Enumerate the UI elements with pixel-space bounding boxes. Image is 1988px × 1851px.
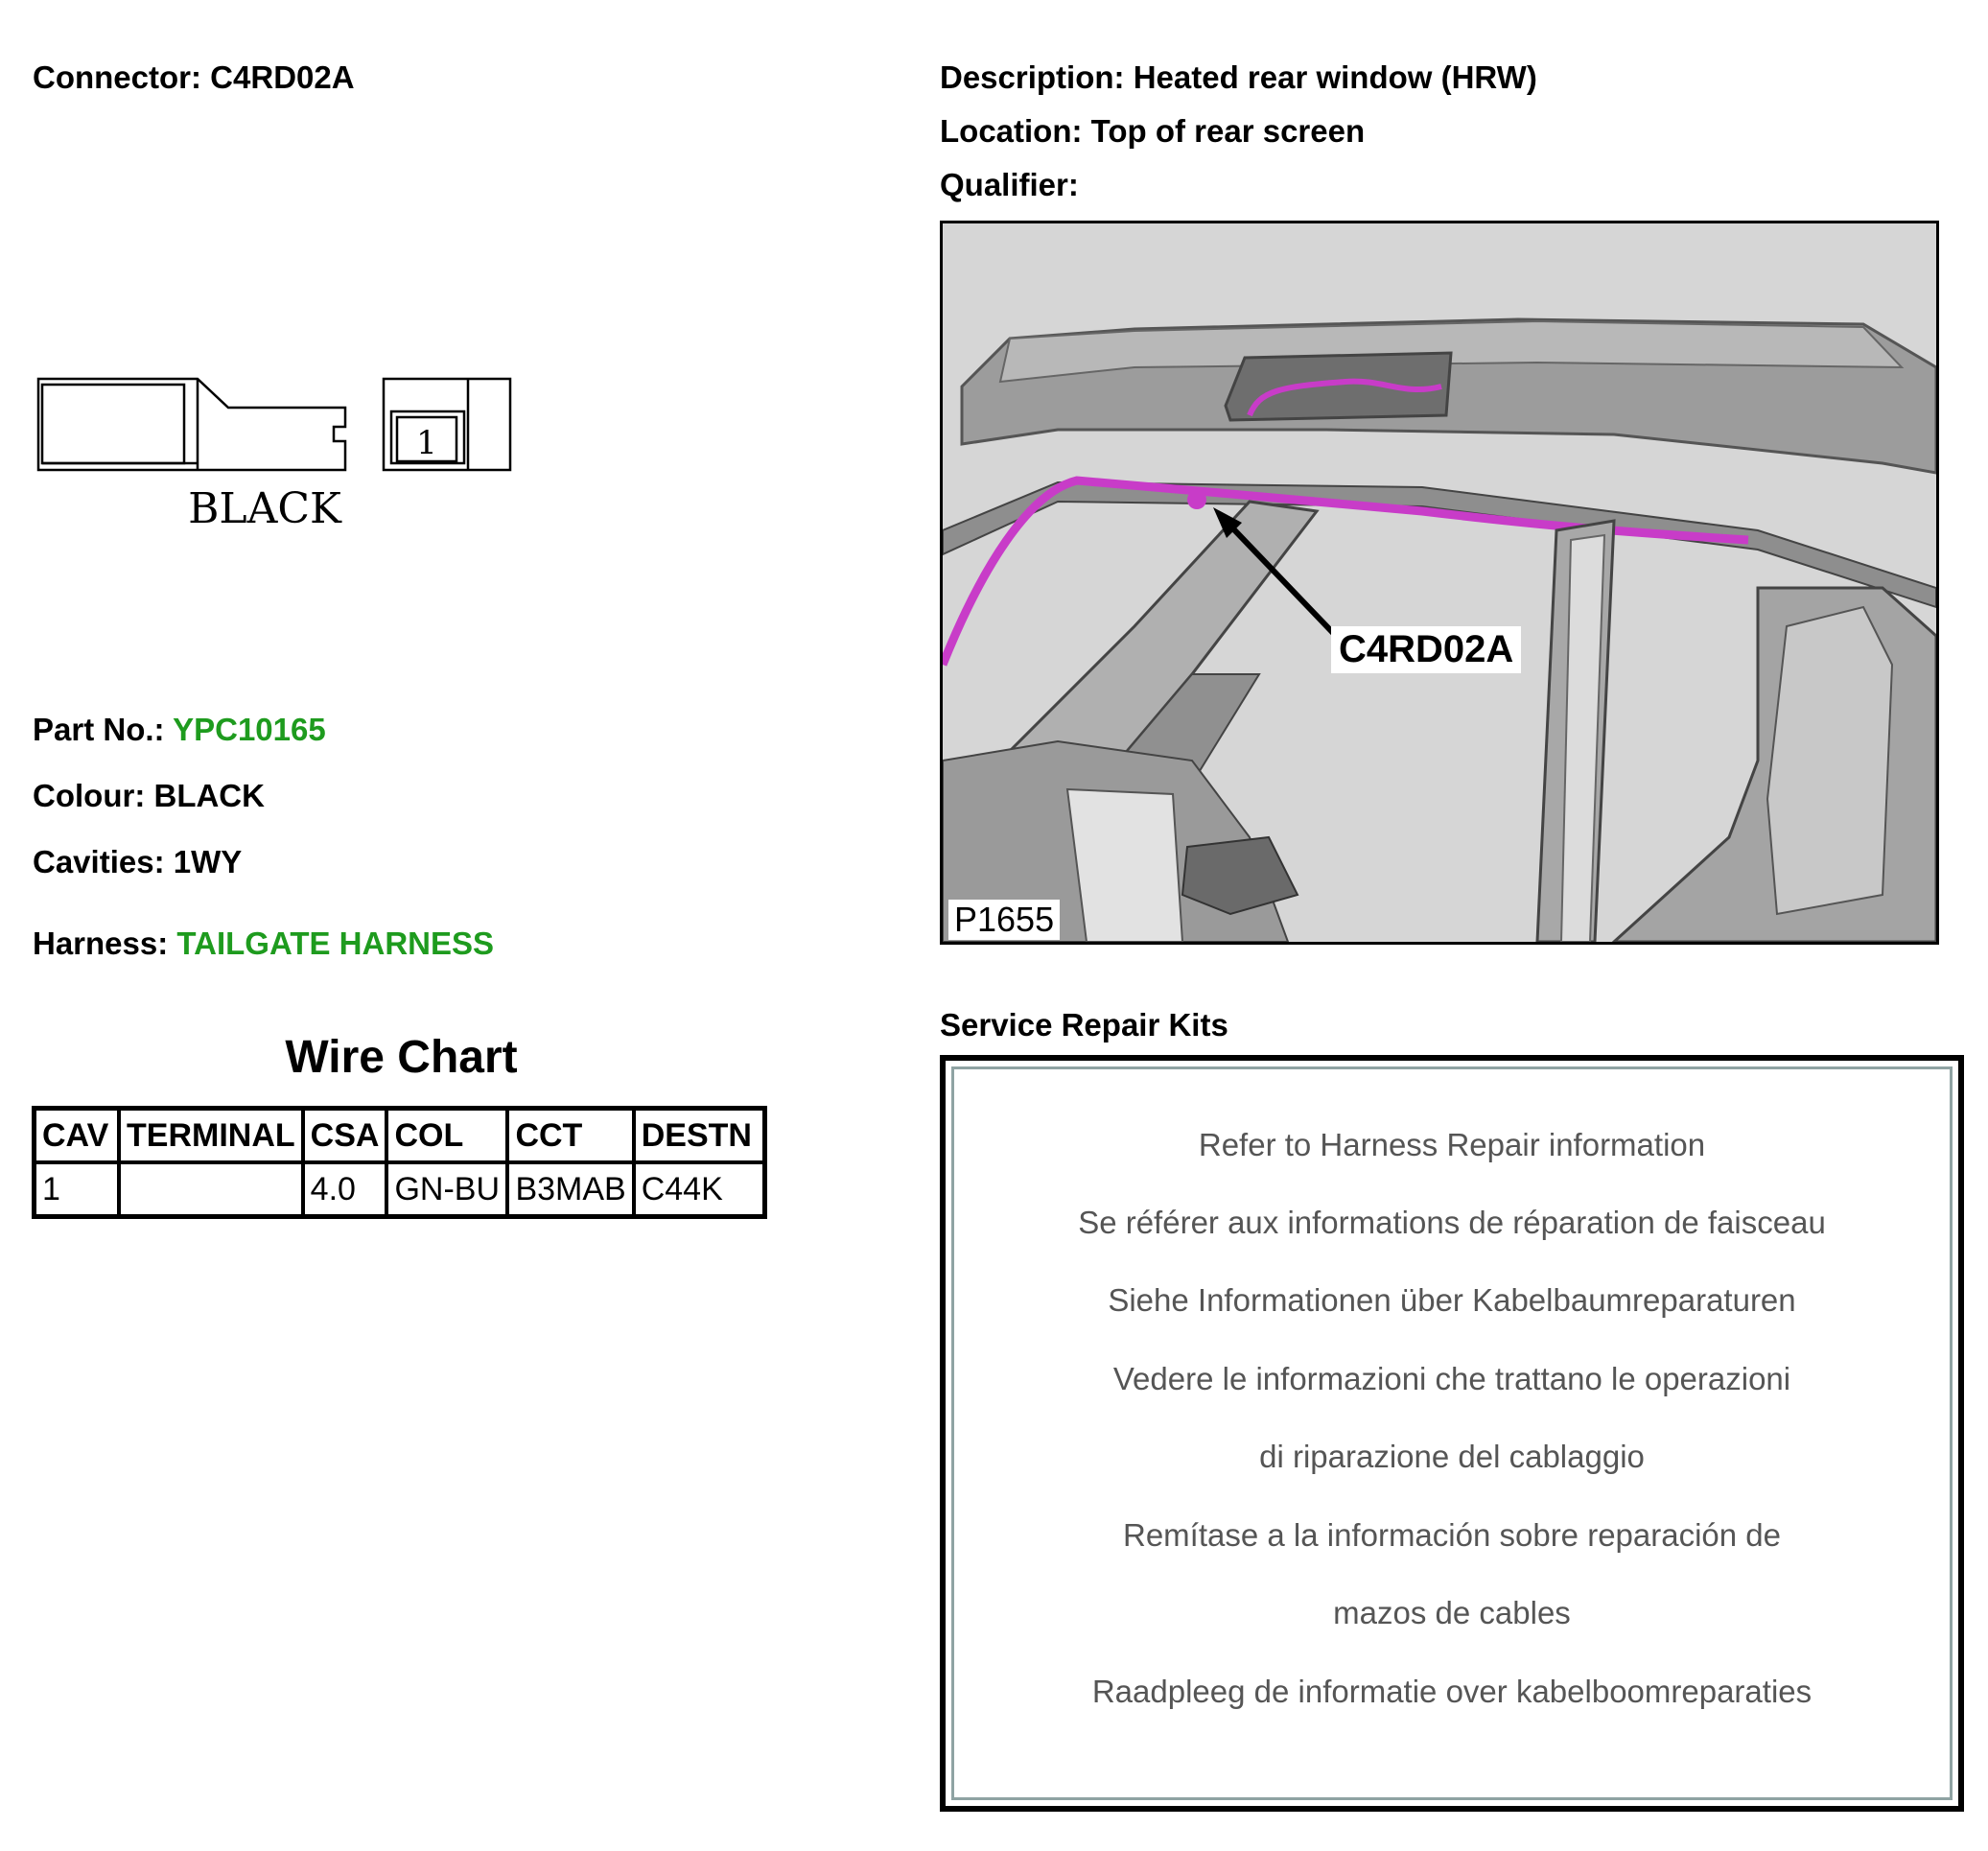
service-repair-kits-inner — [951, 1066, 1953, 1800]
repair-line-it-2: di riparazione del cablaggio — [1259, 1439, 1645, 1474]
header-cct: CCT — [507, 1109, 633, 1163]
connector-value: C4RD02A — [210, 59, 355, 95]
connector-label: Connector: — [33, 59, 201, 95]
repair-line-nl: Raadpleeg de informatie over kabelboomreparaties — [1091, 1674, 1813, 1709]
header-destn: DESTN — [634, 1109, 765, 1163]
wire-chart-title: Wire Chart — [285, 1032, 518, 1083]
location-line — [940, 113, 1365, 150]
repair-line-es-2: mazos de cables — [1333, 1595, 1571, 1630]
repair-line-it-1: Vedere le informazioni che trattano le operazioni — [1112, 1361, 1791, 1396]
qualifier-line — [940, 167, 1079, 203]
connector-drawing — [35, 369, 533, 542]
location-photo — [940, 221, 1939, 945]
connector-line — [33, 59, 355, 96]
description-label: Description: — [940, 59, 1125, 95]
cell-cav: 1 — [35, 1162, 120, 1217]
part-no-label: Part No.: — [33, 712, 165, 747]
description-line — [940, 59, 1537, 96]
drawing-colour-text: BLACK — [188, 484, 341, 533]
part-no-line — [33, 712, 326, 748]
cell-destn: C44K — [634, 1162, 765, 1217]
cavities-label: Cavities: — [33, 844, 165, 879]
part-no-value[interactable]: YPC10165 — [173, 712, 326, 747]
cell-terminal — [119, 1162, 303, 1217]
vehicle-interior-illustration — [943, 223, 1936, 942]
wire-chart-table — [32, 1106, 767, 1219]
cavity-number: 1 — [416, 424, 437, 462]
location-label: Location: — [940, 113, 1083, 149]
colour-line — [33, 778, 265, 814]
photo-callout-label: C4RD02A — [1331, 626, 1521, 673]
header-cav: CAV — [35, 1109, 120, 1163]
location-value: Top of rear screen — [1090, 113, 1366, 149]
cavities-value: 1WY — [173, 844, 243, 879]
cell-cct: B3MAB — [507, 1162, 633, 1217]
header-terminal: TERMINAL — [119, 1109, 303, 1163]
cavities-line — [33, 844, 242, 880]
repair-line-en: Refer to Harness Repair information — [1198, 1127, 1706, 1162]
table-row — [35, 1162, 765, 1217]
colour-value: BLACK — [153, 778, 265, 813]
colour-label: Colour: — [33, 778, 146, 813]
header-col: COL — [386, 1109, 507, 1163]
description-value: Heated rear window (HRW) — [1133, 59, 1537, 95]
cell-csa: 4.0 — [303, 1162, 387, 1217]
repair-line-de: Siehe Informationen über Kabelbaumreparaturen — [1108, 1282, 1796, 1318]
harness-line — [33, 926, 494, 962]
cell-col: GN-BU — [386, 1162, 507, 1217]
qualifier-label: Qualifier: — [940, 167, 1079, 202]
photo-code: P1655 — [948, 900, 1060, 940]
harness-value[interactable]: TAILGATE HARNESS — [176, 926, 495, 961]
wire-chart-header-row — [35, 1109, 765, 1163]
service-repair-kits-box — [940, 1055, 1964, 1812]
service-repair-kits-title: Service Repair Kits — [940, 1007, 1228, 1043]
harness-label: Harness: — [33, 926, 169, 961]
header-csa: CSA — [303, 1109, 387, 1163]
repair-line-fr: Se référer aux informations de réparation de faisceau — [1078, 1205, 1826, 1240]
repair-line-es-1: Remítase a la información sobre reparación de — [1122, 1517, 1782, 1553]
